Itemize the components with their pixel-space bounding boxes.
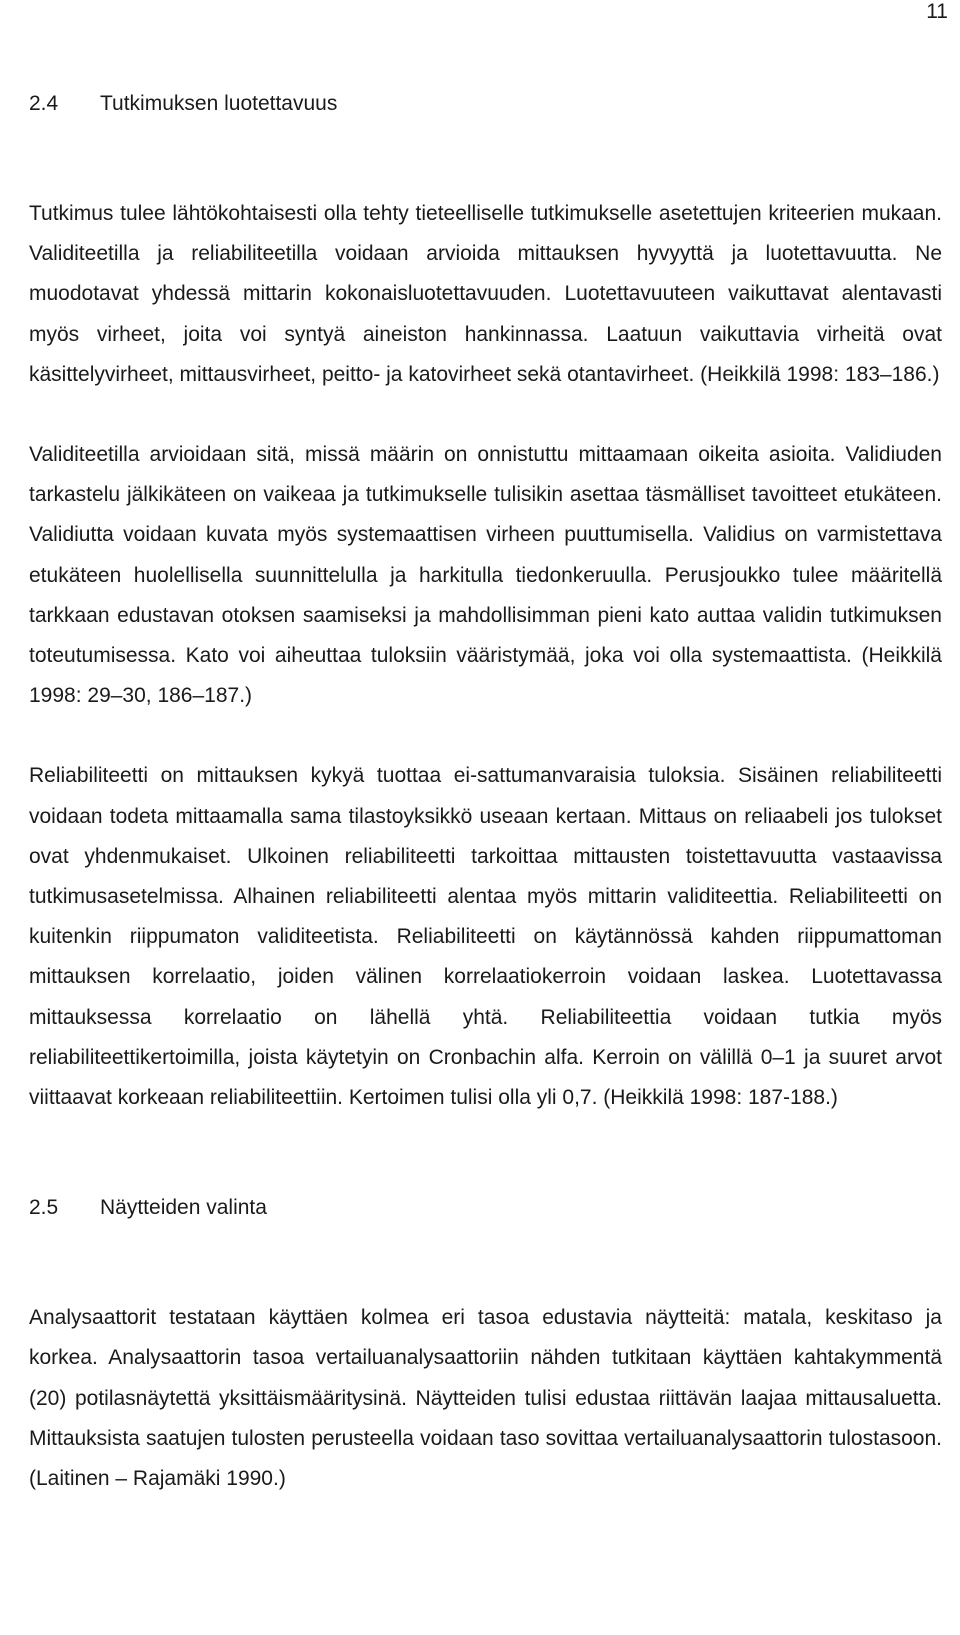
section-title: Tutkimuksen luotettavuus <box>100 92 338 115</box>
paragraph-sample-selection: Analysaattorit testataan käyttäen kolmea eri tasoa edustavia näytteitä: matala, keskitaso ja korkea. Analysaattorin tasoa vertailuanalysaattoriin nähden tutkitaan käyttäen kahtakymmentä (20) potilasnäytettä yksittäismääritysinä. Näytteiden tulisi edustaa riittävän laajaa mittausaluetta. Mittauksista saatujen tulosten perusteella voidaan taso sovittaa vertailuanalysaattorin tulostasoon. (Laitinen – Rajamäki 1990.) <box>29 1306 942 1491</box>
section-number: 2.5 <box>29 1196 59 1220</box>
page-number: 11 <box>926 0 948 23</box>
document-body <box>29 86 942 1499</box>
section-heading-2-4 <box>29 86 942 122</box>
section-title: Näytteiden valinta <box>100 1196 267 1220</box>
section-number: 2.4 <box>29 92 59 115</box>
section-heading-2-5 <box>29 1190 942 1226</box>
paragraph-reliability-intro: Tutkimus tulee lähtökohtaisesti olla tehty tieteelliselle tutkimukselle asetettujen kriteerien mukaan. Validiteetilla ja reliabiliteetilla voidaan arvioida mittauksen hyvyyttä ja luotettavuutta. Ne muodotavat yhdessä mittarin kokonaisluotettavuuden. Luotettavuuteen vaikuttavat alentavasti myös virheet, joita voi syntyä aineiston hankinnassa. Laatuun vaikuttavia virheitä ovat käsittelyvirheet, mittausvirheet, peitto- ja katovirheet sekä otantavirheet. (Heikkilä 1998: 183–186.) <box>29 202 942 386</box>
paragraph-validity: Validiteetilla arvioidaan sitä, missä määrin on onnistuttu mittaamaan oikeita asioita. Validiuden tarkastelu jälkikäteen on vaikeaa ja tutkimukselle tulisikin asettaa täsmälliset tavoitteet etukäteen. Validiutta voidaan kuvata myös systemaattisen virheen puuttumisella. Validius on varmistettava etukäteen huolellisella suunnittelulla ja harkitulla tiedonkeruulla. Perusjoukko tulee määritellä tarkkaan edustavan otoksen saamiseksi ja mahdollisimman pieni kato auttaa validin tutkimuksen toteutumisessa. Kato voi aiheuttaa tuloksiin vääristymää, joka voi olla systemaattista. (Heikkilä 1998: 29–30, 186–187.) <box>29 443 942 708</box>
paragraph-reliability: Reliabiliteetti on mittauksen kykyä tuottaa ei-sattumanvaraisia tuloksia. Sisäinen reliabiliteetti voidaan todeta mittaamalla sama tilastoyksikkö useaan kertaan. Mittaus on reliaabeli jos tulokset ovat yhdenmukaiset. Ulkoinen reliabiliteetti tarkoittaa mittausten toistettavuutta vastaavissa tutkimusasetelmissa. Alhainen reliabiliteetti alentaa myös mittarin validiteettia. Reliabiliteetti on kuitenkin riippumaton validiteetista. Reliabiliteetti on käytännössä kahden riippumattoman mittauksen korrelaatio, joiden välinen korrelaatiokerroin voidaan laskea. Luotettavassa mittauksessa korrelaatio on lähellä yhtä. Reliabiliteettia voidaan tutkia myös reliabiliteettikertoimilla, joista käytetyin on Cronbachin alfa. Kerroin on välillä 0–1 ja suuret arvot viittaavat korkeaan reliabiliteettiin. Kertoimen tulisi olla yli 0,7. (Heikkilä 1998: 187-188.) <box>29 764 942 1110</box>
